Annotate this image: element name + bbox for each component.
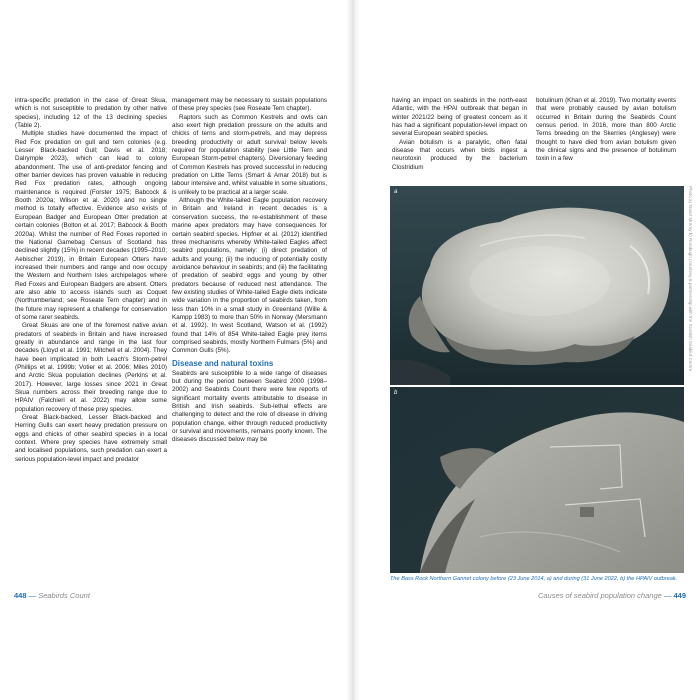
book-gutter [346,0,360,700]
panel-label-a: a [394,189,398,195]
left-page-column-1 [15,97,167,464]
bass-rock-photo-before [390,186,684,385]
paragraph: Although the White-tailed Eagle population recovery in Britain and Ireland in recent decades is a conservation success, the re-establishment of these marine apex predators may have consequences for certain seabird species. Hipfner et al. (2012) identified three mechanisms whereby White-tailed Eagles affect seabird populations, namely: (i) direct predation of adults and young; (ii) the inducing of potentially costly avoidance behaviour in seabirds; and (iii) the facilitating of predation of seabird eggs and young by other predators because of reduced nest attendance. The few existing studies of White-tailed Eagle diets indicate wide variation in the proportion of seabirds taken, from less than 10% in a small study in Greenland (Wille & Kampp 1983) to more than 50% in Norway (Mersmann et al. 1992). In west Scotland, Watson et al. (1992) found that 14% of 854 White-tailed Eagle prey items comprised seabirds, mostly Northern Fulmars (5%) and Common Gulls (5%). [172,197,327,355]
paragraph: Seabirds are susceptible to a wide range of diseases but during the period between Seabird 2000 (1998–2002) and Seabirds Count there were few reports of significant mortality events attributable to disease in British and Irish seabirds. Sub-lethal effects are challenging to detect and the role of disease in driving population change, either through reduced productivity or survival and movements, remains poorly known. The diseases discussed below may be [172,369,327,444]
paragraph: Raptors such as Common Kestrels and owls can also exert high predation pressure on the adults and chicks of terns and storm-petrels, and may depress breeding productivity or adult survival below levels required for population stability (see Little Tern and European Storm-petrel chapters). Diversionary feeding of Common Kestrels has proved successful in reducing predation on Little Terns (Smart & Amar 2018) but is labour intensive and, whilst valuable in some situations, is unlikely to be practical at a larger scale. [172,113,327,196]
right-page-column-1 [392,97,527,172]
paragraph: having an impact on seabirds in the north-east Atlantic, with the HPAI outbreak that began in winter 2021/22 being of greatest concern as it has had a significant population-level impact on several European seabird species. [392,97,527,138]
photo-credit-text: Photo a) Stuart Murray b) Rorabugh (courtesy & partnership with the Scottish Seabird Centre [688,186,693,372]
paragraph: botulinum (Khan et al. 2019). Two mortality events that were probably caused by avian botulism occurred in Britain during the Seabirds Count census period. In 2016, more than 800 Arctic Terns breeding on the Skerries (Anglesey) were thought to have died from avian botulism given the clinical signs and the presence of botulinum toxin in a few [536,97,676,163]
left-page-footer: 448 — Seabirds Count [14,591,90,600]
figure-caption: The Bass Rock Northern Gannet colony before (23 June 2014, a) and during (31 June 2022, b) the HPAIV outbreak. [390,576,678,582]
running-title: Causes of seabird population change [537,591,662,600]
paragraph: intra-specific predation in the case of Great Skua, which is not susceptible to predation by other native species), including 12 of the 13 declining species (Table 2). [15,97,167,130]
bass-rock-photo-during [390,387,684,573]
paragraph: Multiple studies have documented the impact of Red Fox predation on gull and tern colonies (e.g. Lesser Black-backed Gull; Davis et al. 2018; Dalrymple 2023), which can lead to colony abandonment. The use of anti-predator fencing and other barrier devices has proven valuable in reducing Red Fox predation rates, although ongoing maintenance is required (Forster 1975; Babcock & Booth 2020a; Wilson et al. 2020) and no single method is totally effective. Evidence also exists of European Badger and European Otter predation at certain colonies (Bolton et al. 2017; Babcock & Booth 2020a). Whilst the number of Red Foxes reported in the National Gamebag Census of Scotland has declined slightly (15%) in recent decades (1995–2010; Aebischer 2019), in Britain European Otters have increased their numbers and range and now occupy the Western and Northern Isles archipelagos where Red Foxes and European Badgers are absent. Otters are also able to access islands such as Coquet (Northumberland; see Roseate Tern chapter) and in the future may represent a challenge for conservation of some rarer seabirds. [15,130,167,321]
right-page-column-2 [536,97,676,164]
paragraph: Great Skuas are one of the foremost native avian predators of seabirds in Britain and have increased greatly in abundance and range in the last four decades (Lloyd et al. 1991; Mitchell et al. 2004). They have been implicated in both Leach's Storm-petrel (Phillips et al. 1999b; Votier et al. 2006; Miles 2010) and Arctic Skua population declines (Perkins et al. 2017). However, large losses since 2021 in Great Skua numbers across their breeding range due to HPAIV (Falchieri et al. 2022) may allow some population recovery of these prey species. [15,322,167,413]
section-heading: Disease and natural toxins [172,358,274,368]
running-title: Seabirds Count [38,591,90,600]
paragraph: Great Black-backed, Lesser Black-backed and Herring Gulls can exert heavy predation pressure on eggs and chicks of other seabird species in a local context. Where prey species have extremely small and localised populations, such predation can exert a serious population-level impact and predator [15,414,167,463]
page-number: 448 [14,591,27,600]
photo-credit [686,186,694,516]
aerial-photo-b [390,387,684,573]
paragraph: management may be necessary to sustain populations of these prey species (see Roseate Tern chapter). [172,97,327,113]
page-number: 449 [673,591,686,600]
left-page-column-2 [172,97,327,445]
aerial-photo-a [390,186,684,385]
right-page-footer: Causes of seabird population change — 449 [537,591,686,600]
paragraph: Avian botulism is a paralytic, often fatal disease that occurs when birds ingest a neurotoxin produced by the bacterium Clostridium [392,138,527,171]
panel-label-b: b [394,390,398,396]
